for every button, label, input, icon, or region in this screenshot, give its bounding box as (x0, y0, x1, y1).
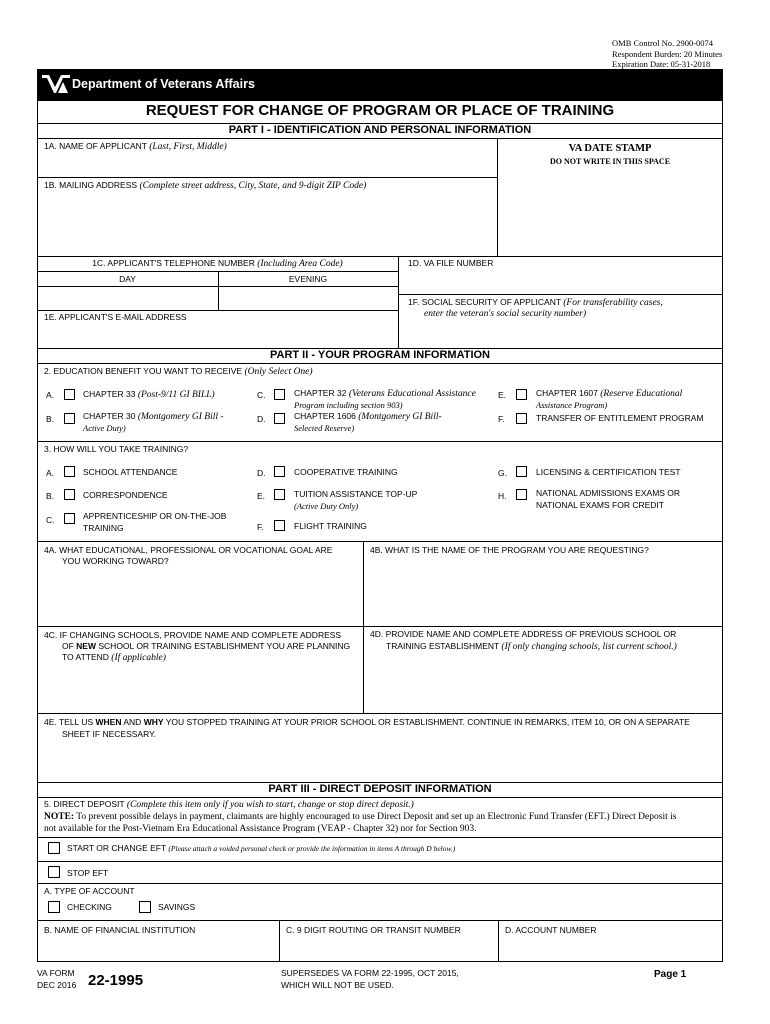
q3-h-letter: H. (498, 491, 507, 501)
q4e-text-1: 4E. TELL US (44, 717, 96, 727)
q4d-label-2 (386, 641, 677, 653)
q3-f-checkbox[interactable] (274, 520, 285, 531)
footer-form-date: DEC 2016 (37, 980, 77, 990)
note-bold: NOTE: (44, 812, 75, 822)
q4e-text-3: YOU STOPPED TRAINING AT YOUR PRIOR SCHOOL OR ESTABLISHMENT. CONTINUE IN REMARKS, ITEM 10, OR ON A SEPARATE (163, 717, 690, 727)
q2-c-label: CHAPTER 32 (294, 388, 347, 398)
field-1b[interactable] (44, 180, 366, 192)
account-type-label: A. TYPE OF ACCOUNT (44, 886, 135, 896)
field-1a-hint: (Last, First, Middle) (149, 142, 227, 152)
q3-b-label: CORRESPONDENCE (83, 490, 168, 500)
q4c-label[interactable]: 4C. IF CHANGING SCHOOLS, PROVIDE NAME AND COMPLETE ADDRESS (44, 630, 342, 640)
q2-b-text (83, 411, 224, 423)
q2-e-label: CHAPTER 1607 (536, 388, 598, 398)
q4c-text-b: SCHOOL OR TRAINING ESTABLISHMENT YOU ARE PLANNING (96, 641, 351, 651)
q2-d-hint: (Montgomery GI Bill- (358, 412, 442, 422)
field-1b-label: 1B. MAILING ADDRESS (44, 180, 138, 190)
phone-day-label: DAY (119, 274, 136, 284)
checking-checkbox[interactable] (48, 901, 60, 913)
field-1f-hint-2: enter the veteran's social security number) (424, 309, 587, 319)
checking-label: CHECKING (67, 902, 112, 912)
divider (398, 294, 723, 295)
q4e-text-2: AND (121, 717, 144, 727)
q2-d-checkbox[interactable] (274, 413, 285, 424)
divider (37, 541, 723, 542)
q4c-text-new: NEW (76, 641, 97, 651)
part1-title: PART I - IDENTIFICATION AND PERSONAL INFORMATION (228, 124, 532, 136)
start-eft-text (67, 843, 455, 854)
q5-hint: (Complete this item only if you wish to start, change or stop direct deposit.) (126, 800, 414, 810)
q4c-label-2 (62, 641, 350, 652)
q3-b-checkbox[interactable] (64, 489, 75, 500)
q3-e-label: TUITION ASSISTANCE TOP-UP (294, 489, 418, 499)
field-1a[interactable] (44, 141, 227, 153)
q2-a-letter: A. (46, 390, 55, 400)
q2-hint: (Only Select One) (244, 367, 313, 377)
footer-form-label: VA FORM (37, 968, 75, 978)
q3-a-label: SCHOOL ATTENDANCE (83, 467, 178, 477)
q3-h-checkbox[interactable] (516, 489, 527, 500)
divider (37, 310, 398, 311)
q4c-text-c: TO ATTEND (62, 652, 109, 662)
divider (37, 713, 723, 714)
field-1f-hint-1: (For transferability cases, (563, 298, 663, 308)
q3-d-letter: D. (257, 468, 266, 478)
q4d-label[interactable]: 4D. PROVIDE NAME AND COMPLETE ADDRESS OF PREVIOUS SCHOOL OR (370, 629, 677, 639)
q2-b-hint-2: Active Duty) (83, 423, 126, 433)
q4a-label[interactable]: 4A. WHAT EDUCATIONAL, PROFESSIONAL OR VOCATIONAL GOAL ARE (44, 545, 333, 555)
q4d-hint: (If only changing schools, list current school.) (501, 642, 677, 652)
q2-label-row (44, 366, 313, 378)
field-1b-hint: (Complete street address, City, State, and 9-digit ZIP Code) (139, 181, 367, 191)
q4d-text: TRAINING ESTABLISHMENT (386, 641, 500, 651)
omb-control: OMB Control No. 2900-0074 (612, 38, 714, 48)
q3-g-checkbox[interactable] (516, 466, 527, 477)
va-logo-icon (41, 72, 71, 96)
q2-d-letter: D. (257, 414, 266, 424)
savings-checkbox[interactable] (139, 901, 151, 913)
q4b-label[interactable]: 4B. WHAT IS THE NAME OF THE PROGRAM YOU ARE REQUESTING? (370, 545, 649, 555)
q3-b-letter: B. (46, 491, 55, 501)
q2-b-label: CHAPTER 30 (83, 411, 136, 421)
omb-burden: Respondent Burden: 20 Minutes (612, 48, 723, 59)
q4e-label-2: SHEET IF NECESSARY. (62, 729, 157, 739)
phone-day-input[interactable] (38, 287, 218, 309)
savings-label: SAVINGS (158, 902, 196, 912)
q4a-label-2: YOU WORKING TOWARD? (62, 556, 169, 566)
part3-title: PART III - DIRECT DEPOSIT INFORMATION (268, 783, 492, 795)
divider (398, 256, 399, 310)
q4e-when: WHEN (95, 717, 122, 727)
q3-h-label: NATIONAL ADMISSIONS EXAMS OR (536, 488, 681, 498)
q3-a-letter: A. (46, 468, 55, 478)
q2-e-checkbox[interactable] (516, 389, 527, 400)
field-1c-label: 1C. APPLICANT'S TELEPHONE NUMBER (92, 258, 255, 268)
q3-h-label-2: NATIONAL EXAMS FOR CREDIT (536, 500, 664, 510)
q2-b-hint: (Montgomery GI Bill - (137, 412, 224, 422)
divider (37, 441, 723, 442)
divider (398, 310, 399, 348)
note-line-2: not available for the Post-Vietnam Era Educational Assistance Program (VEAP - Chapter 32) nor for Section 903. (44, 824, 477, 834)
q3-c-label: APPRENTICESHIP OR ON-THE-JOB (83, 511, 227, 521)
q3-f-label: FLIGHT TRAINING (294, 521, 367, 531)
q3-d-checkbox[interactable] (274, 466, 285, 477)
q4e-why: WHY (143, 717, 164, 727)
routing-number-field[interactable]: C. 9 DIGIT ROUTING OR TRANSIT NUMBER (286, 925, 461, 935)
q2-b-letter: B. (46, 414, 55, 424)
stop-eft-checkbox[interactable] (48, 866, 60, 878)
q3-e-letter: E. (257, 491, 266, 501)
field-1c-hint: (Including Area Code) (257, 259, 343, 269)
divider (363, 541, 364, 713)
footer-page-number: Page 1 (654, 969, 687, 980)
field-1f-label: 1F. SOCIAL SECURITY OF APPLICANT (408, 297, 561, 307)
start-eft-label: START OR CHANGE EFT (67, 843, 167, 853)
divider (37, 883, 723, 884)
note-line-1 (44, 812, 676, 823)
q3-c-checkbox[interactable] (64, 513, 75, 524)
q2-a-checkbox[interactable] (64, 389, 75, 400)
stop-eft-label: STOP EFT (67, 868, 109, 878)
footer-form-number: 22-1995 (88, 972, 144, 989)
q2-d-text (294, 411, 442, 423)
q3-e-checkbox[interactable] (274, 489, 285, 500)
omb-info (612, 38, 722, 70)
q2-f-checkbox[interactable] (516, 413, 527, 424)
note-text-1: To prevent possible delays in payment, claimants are highly encouraged to use Direct Deposit and set up an Electronic Fund Transfer (EFT.) Direct Deposit is (74, 812, 677, 822)
divider (37, 861, 723, 862)
q2-d-label: CHAPTER 1606 (294, 411, 356, 421)
divider (279, 920, 280, 961)
q3-label: 3. HOW WILL YOU TAKE TRAINING? (44, 444, 189, 454)
financial-institution-field[interactable]: B. NAME OF FINANCIAL INSTITUTION (44, 925, 196, 935)
q4e-label[interactable] (44, 717, 690, 728)
q2-c-letter: C. (257, 390, 266, 400)
q2-c-text (294, 388, 476, 400)
divider (37, 138, 723, 139)
header-banner (37, 69, 723, 101)
q2-e-hint: (Reserve Educational (600, 389, 683, 399)
q5-label: 5. DIRECT DEPOSIT (44, 799, 125, 809)
q2-c-hint-2: Program including section 903) (294, 400, 403, 410)
q2-c-checkbox[interactable] (274, 389, 285, 400)
q2-d-hint-2: Selected Reserve) (294, 423, 355, 433)
part2-title: PART II - YOUR PROGRAM INFORMATION (270, 349, 490, 361)
divider (37, 797, 723, 798)
q2-c-hint: (Veterans Educational Assistance (348, 389, 476, 399)
phone-evening-input[interactable] (219, 287, 397, 309)
divider (37, 177, 497, 178)
field-1f[interactable] (408, 297, 663, 309)
q2-a-text (83, 389, 215, 401)
q2-a-label: CHAPTER 33 (83, 389, 136, 399)
divider (37, 837, 723, 838)
divider (498, 920, 499, 961)
q3-f-letter: F. (257, 522, 264, 532)
q4c-hint: (If applicable) (111, 653, 166, 663)
field-1a-label: 1A. NAME OF APPLICANT (44, 141, 147, 151)
va-date-stamp-note: DO NOT WRITE IN THIS SPACE (549, 157, 671, 166)
field-1d-label[interactable]: 1D. VA FILE NUMBER (408, 258, 494, 268)
q4c-label-3 (62, 652, 166, 664)
q3-d-label: COOPERATIVE TRAINING (294, 467, 398, 477)
q3-g-letter: G. (498, 468, 507, 478)
phone-evening-label: EVENING (288, 274, 328, 284)
divider (37, 256, 723, 257)
divider (37, 363, 723, 364)
q2-f-label: TRANSFER OF ENTITLEMENT PROGRAM (536, 413, 704, 423)
q3-c-letter: C. (46, 515, 55, 525)
divider (37, 626, 723, 627)
start-eft-hint: (Please attach a voided personal check or provide the information in items A through D below.) (168, 844, 456, 853)
q3-c-label-2: TRAINING (83, 523, 124, 533)
omb-expiration: Expiration Date: 05-31-2018 (612, 59, 711, 69)
q2-e-text (536, 388, 682, 400)
q5-label-row (44, 799, 414, 811)
footer-supersedes-2: WHICH WILL NOT BE USED. (281, 980, 394, 990)
q2-label: 2. EDUCATION BENEFIT YOU WANT TO RECEIVE (44, 366, 243, 376)
divider (37, 920, 723, 921)
form-title: REQUEST FOR CHANGE OF PROGRAM OR PLACE OF TRAINING (145, 102, 615, 119)
q3-e-hint: (Active Duty Only) (294, 501, 359, 511)
q2-a-hint: (Post-9/11 GI BILL) (137, 390, 215, 400)
q2-b-checkbox[interactable] (64, 413, 75, 424)
field-1e-label[interactable]: 1E. APPLICANT'S E-MAIL ADDRESS (44, 312, 187, 322)
q2-f-letter: F. (498, 414, 505, 424)
divider (37, 961, 723, 962)
q4c-text-a: OF (62, 641, 77, 651)
q3-g-label: LICENSING & CERTIFICATION TEST (536, 467, 681, 477)
va-date-stamp-title: VA DATE STAMP (568, 143, 652, 154)
account-number-field[interactable]: D. ACCOUNT NUMBER (505, 925, 597, 935)
q2-e-hint-2: Assistance Program) (536, 400, 608, 410)
start-eft-checkbox[interactable] (48, 842, 60, 854)
q2-e-letter: E. (498, 390, 507, 400)
department-name: Department of Veterans Affairs (72, 77, 255, 91)
field-1c-label-row (37, 258, 398, 270)
q3-a-checkbox[interactable] (64, 466, 75, 477)
footer-supersedes-1: SUPERSEDES VA FORM 22-1995, OCT 2015, (281, 968, 459, 978)
